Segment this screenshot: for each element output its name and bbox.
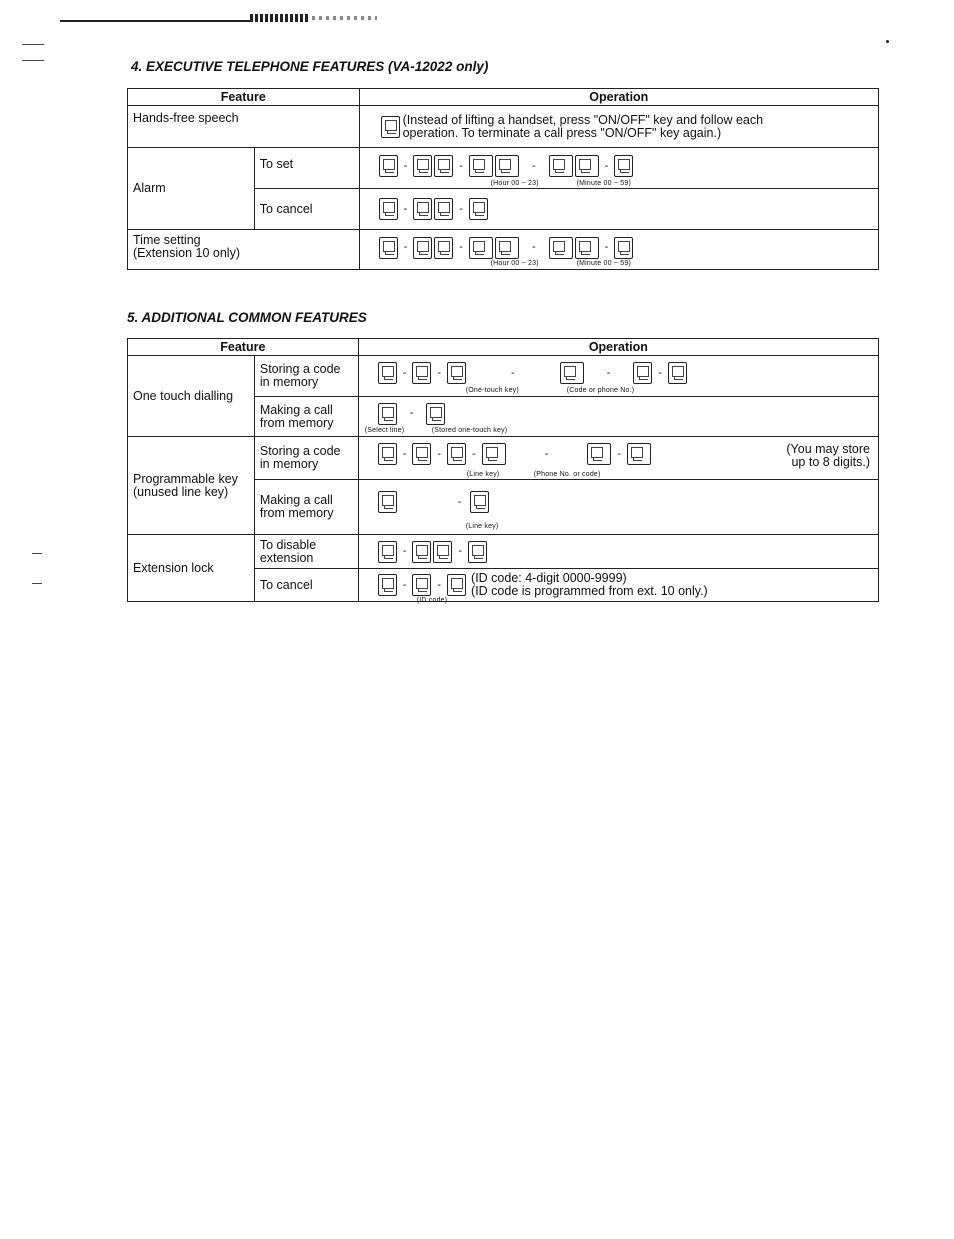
hour-digit-key-icon bbox=[495, 237, 519, 259]
make-label-2: from memory bbox=[259, 415, 334, 430]
hour-range-label: (Hour 00 ~ 23) bbox=[490, 260, 539, 267]
programmable-label: Programmable key bbox=[133, 471, 238, 486]
feature-time-setting bbox=[128, 230, 360, 270]
select-line-label: (Select line) bbox=[364, 427, 405, 434]
minute-range-label: (Minute 00 ~ 59) bbox=[576, 260, 631, 267]
store-key-icon bbox=[587, 443, 611, 465]
store-label: Storing a code bbox=[259, 444, 341, 458]
phone-digit-key-icon bbox=[482, 443, 506, 465]
code-label: (Code or phone No.) bbox=[566, 387, 635, 394]
store-note-1: (You may store bbox=[786, 442, 870, 456]
line-key-label: (Line key) bbox=[465, 523, 499, 530]
on-off-key-icon bbox=[469, 198, 488, 220]
feature-alarm: Alarm bbox=[128, 148, 255, 230]
section-5-title: 5. ADDITIONAL COMMON FEATURES bbox=[127, 310, 367, 325]
alarm-to-set: To set bbox=[254, 148, 359, 189]
star-key-icon bbox=[413, 237, 432, 259]
function-key-icon bbox=[379, 155, 398, 177]
operation-programmable-store: - - - - - (Line key) (Phone No. or code) (You may store up to 8 digits.) bbox=[358, 437, 878, 480]
line-key-label: (Line key) bbox=[466, 471, 500, 478]
function-key-icon bbox=[378, 541, 397, 563]
line-key-icon bbox=[378, 491, 397, 513]
function-key-icon bbox=[379, 198, 398, 220]
operation-time-setting: - - - - (Hour 00 ~ 23) (Minute 00 ~ 59) bbox=[359, 230, 878, 270]
operation-alarm-set: - - - - (Hour 00 ~ 23) (Minute 00 ~ 59) bbox=[359, 148, 878, 189]
margin-mark bbox=[32, 553, 42, 554]
handsfree-text-2: operation. To terminate a call press "ON/OFF" key again.) bbox=[402, 125, 722, 140]
digit-4-key-icon bbox=[434, 198, 453, 220]
store-label-2: in memory bbox=[259, 375, 319, 389]
operation-alarm-cancel: - - bbox=[359, 189, 878, 230]
handsfree-text-1: (Instead of lifting a handset, press "ON/OFF" key and follow each bbox=[402, 112, 764, 127]
header-rule bbox=[60, 20, 250, 22]
one-touch-key-icon bbox=[426, 403, 445, 425]
hash-key-icon bbox=[413, 155, 432, 177]
operation-ext-lock-disable: - - bbox=[358, 535, 878, 569]
id-code-note-1: (ID code: 4-digit 0000-9999) bbox=[471, 571, 627, 585]
store-key-icon bbox=[633, 362, 652, 384]
make-label: Making a call bbox=[259, 493, 333, 507]
column-header-feature: Feature bbox=[128, 89, 360, 106]
digit-5-key-icon bbox=[434, 237, 453, 259]
minute-range-label: (Minute 00 ~ 59) bbox=[576, 180, 631, 187]
column-header-operation: Operation bbox=[359, 89, 878, 106]
time-setting-ext: (Extension 10 only) bbox=[133, 246, 241, 260]
id-code-label: (ID code) bbox=[416, 597, 448, 604]
auto-key-icon bbox=[412, 443, 431, 465]
time-setting-label: Time setting bbox=[133, 233, 201, 247]
on-off-key-icon bbox=[614, 155, 633, 177]
executive-features-table bbox=[127, 88, 879, 270]
make-label-2: from memory bbox=[259, 506, 334, 520]
function-key-icon bbox=[379, 237, 398, 259]
id-code-key-icon bbox=[447, 574, 466, 596]
disable-label: To disable bbox=[259, 537, 317, 552]
hash-key-icon bbox=[413, 198, 432, 220]
stored-key-label: (Stored one-touch key) bbox=[431, 427, 508, 434]
store-label-2: in memory bbox=[259, 457, 319, 471]
hour-digit-key-icon bbox=[495, 155, 519, 177]
function-key-icon bbox=[378, 574, 397, 596]
minute-digit-key-icon bbox=[575, 155, 599, 177]
make-label: Making a call bbox=[259, 402, 333, 417]
one-touch-key-label: (One-touch key) bbox=[465, 387, 519, 394]
disable-label-2: extension bbox=[259, 550, 314, 565]
programmable-label-2: (unused line key) bbox=[133, 484, 229, 499]
programmable-make bbox=[254, 480, 358, 535]
feature-extension-lock: Extension lock bbox=[128, 535, 255, 602]
operation-programmable-make: - (Line key) bbox=[358, 480, 878, 535]
minute-digit-key-icon bbox=[549, 155, 573, 177]
one-touch-make bbox=[254, 397, 358, 437]
store-note-2: up to 8 digits.) bbox=[791, 455, 870, 469]
digit-4-key-icon bbox=[434, 155, 453, 177]
scan-dot bbox=[886, 40, 889, 43]
operation-one-touch-make: - (Select line) (Stored one-touch key) bbox=[358, 397, 878, 437]
auto-key-icon bbox=[412, 362, 431, 384]
code-digit-key-icon bbox=[560, 362, 584, 384]
program-key-icon bbox=[378, 362, 397, 384]
alarm-to-cancel: To cancel bbox=[254, 189, 359, 230]
ext-lock-cancel: To cancel bbox=[254, 569, 358, 602]
header-scan-mark bbox=[250, 14, 310, 22]
program-key-icon bbox=[627, 443, 651, 465]
one-touch-store bbox=[254, 356, 358, 397]
margin-mark bbox=[22, 44, 44, 45]
program-key-icon bbox=[668, 362, 687, 384]
column-header-operation: Operation bbox=[358, 339, 878, 356]
on-off-key-icon bbox=[381, 116, 400, 138]
id-code-note-2: (ID code is programmed from ext. 10 only.) bbox=[471, 584, 708, 598]
section-4-title: 4. EXECUTIVE TELEPHONE FEATURES (VA-12022 only) bbox=[131, 59, 489, 74]
minute-digit-key-icon bbox=[575, 237, 599, 259]
id-code-digit-key-icon bbox=[412, 574, 431, 596]
common-features-table bbox=[127, 338, 879, 602]
operation-ext-lock-cancel: - - (ID code: 4-digit 0000-9999) (ID code is programmed from ext. 10 only.) (ID code) bbox=[358, 569, 878, 602]
ext-lock-disable bbox=[254, 535, 358, 569]
column-header-feature: Feature bbox=[128, 339, 359, 356]
feature-programmable bbox=[128, 437, 255, 535]
id-code-key-icon bbox=[468, 541, 487, 563]
feature-hands-free: Hands-free speech bbox=[128, 106, 360, 148]
digit-7-key-icon bbox=[412, 541, 431, 563]
one-touch-key-icon bbox=[447, 362, 466, 384]
on-off-key-icon bbox=[614, 237, 633, 259]
programmable-store bbox=[254, 437, 358, 480]
margin-mark bbox=[32, 583, 42, 584]
margin-mark bbox=[22, 60, 44, 61]
digit-4-key-icon bbox=[433, 541, 452, 563]
program-key-icon bbox=[378, 443, 397, 465]
programmable-line-key-icon bbox=[470, 491, 489, 513]
store-label: Storing a code bbox=[259, 362, 341, 376]
operation-hands-free bbox=[359, 106, 878, 148]
line-key-icon bbox=[378, 403, 397, 425]
hour-digit-key-icon bbox=[469, 237, 493, 259]
feature-one-touch: One touch dialling bbox=[128, 356, 255, 437]
header-scan-mark-faint bbox=[312, 16, 377, 20]
operation-one-touch-store: - - - - - (One-touch key) (Code or phone No.) bbox=[358, 356, 878, 397]
hour-range-label: (Hour 00 ~ 23) bbox=[490, 180, 539, 187]
hour-digit-key-icon bbox=[469, 155, 493, 177]
minute-digit-key-icon bbox=[549, 237, 573, 259]
line-key-icon bbox=[447, 443, 466, 465]
phone-label: (Phone No. or code) bbox=[533, 471, 601, 478]
